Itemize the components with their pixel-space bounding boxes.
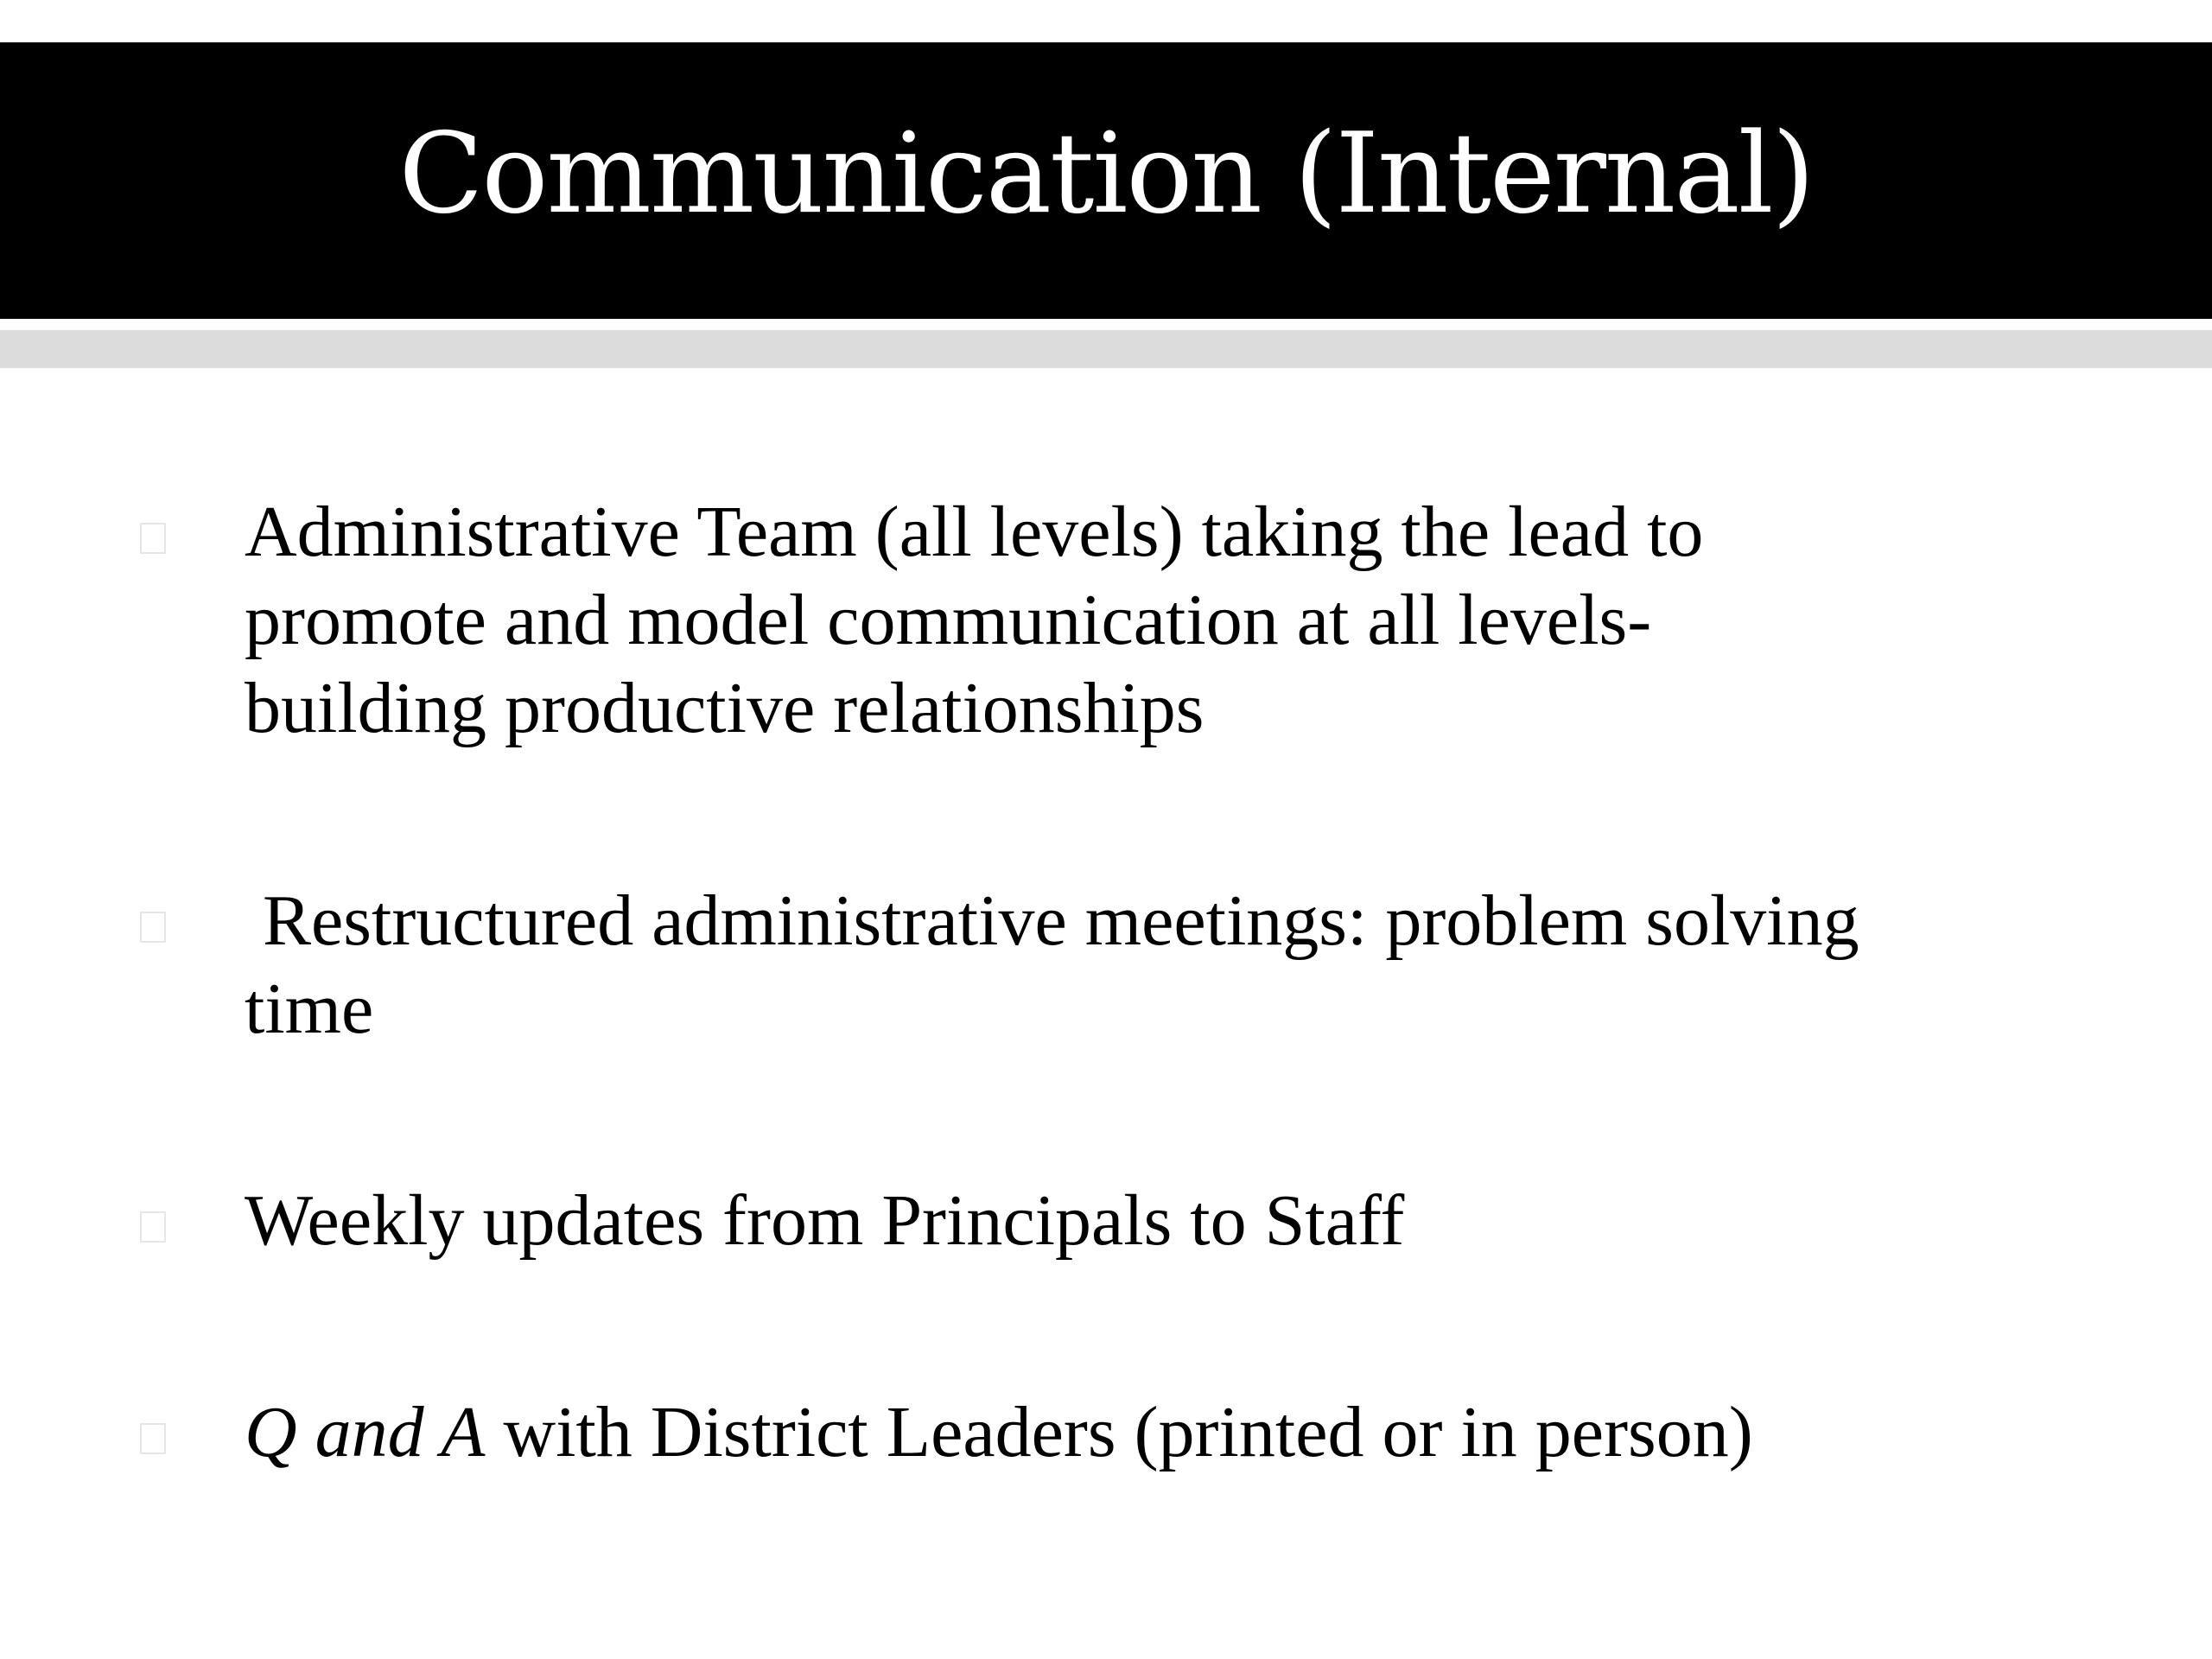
- bullet-line: promote and model communication at all levels-: [245, 580, 1652, 660]
- slide-title: Communication (Internal): [398, 110, 1814, 238]
- bullet-text: [245, 1389, 2128, 1477]
- bullet-text: [245, 877, 2128, 1053]
- bullet-line: Administrative Team (all levels) taking the lead to: [245, 492, 1704, 572]
- bullet-marker-icon: [140, 912, 166, 943]
- title-bar: [0, 42, 2212, 319]
- bullet-text: [245, 488, 2128, 753]
- bullet-line: with District Leaders (printed or in person): [485, 1392, 1753, 1472]
- bullet-marker-icon: [140, 1423, 166, 1454]
- bullet-marker-icon: [140, 1211, 166, 1243]
- bullet-italic-prefix: Q and A: [245, 1392, 486, 1472]
- bullet-line: building productive relationships: [245, 668, 1205, 748]
- bullet-line: Restructured administrative meetings: problem solving: [245, 880, 1859, 961]
- bullet-text: [245, 1177, 2128, 1265]
- bullet-line: time: [245, 969, 374, 1049]
- bullet-line: Weekly updates from Principals to Staff: [245, 1180, 1405, 1261]
- title-divider: [0, 330, 2212, 368]
- bullet-marker-icon: [140, 523, 166, 554]
